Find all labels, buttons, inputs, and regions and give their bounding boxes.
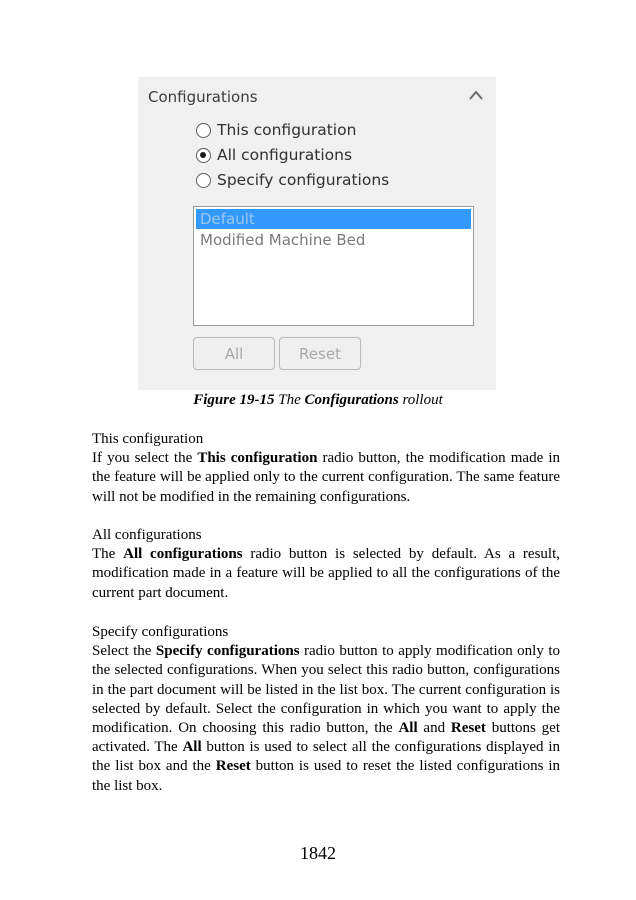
section-heading: This configuration <box>92 431 204 447</box>
text-run: buttons get activated. The <box>92 720 561 756</box>
configurations-listbox[interactable] <box>193 206 474 326</box>
bold-term: Reset <box>215 758 251 775</box>
text-run: The <box>92 546 124 563</box>
text-run: Select the <box>92 643 156 660</box>
radio-label: This configuration <box>217 121 357 139</box>
section-body <box>92 642 560 796</box>
section-heading: Specify configurations <box>92 624 229 640</box>
figure-label: Figure 19-15 <box>193 392 275 408</box>
bold-term: Reset <box>450 720 486 737</box>
radio-label: Specify configurations <box>217 171 390 189</box>
section-this-configuration <box>92 430 560 507</box>
bold-term: All <box>182 739 202 756</box>
text-run: radio button, the modification made in the feature will be applied only to the current configuration. The same feature will not be modified in the remaining configurations. <box>92 450 560 505</box>
caption-pre: The <box>274 392 305 408</box>
radio-this-configuration[interactable] <box>196 119 356 141</box>
text-run: button is used to select all the configurations displayed in the list box and the <box>92 739 560 775</box>
text-run: and <box>417 720 451 737</box>
section-specify-configurations <box>92 623 560 796</box>
figure-caption <box>0 392 636 409</box>
radio-circle <box>196 123 211 138</box>
radio-circle <box>196 148 211 163</box>
list-item-modified-machine-bed[interactable]: Modified Machine Bed <box>200 231 366 249</box>
section-all-configurations <box>92 526 560 603</box>
radio-circle <box>196 173 211 188</box>
radio-specify-configurations[interactable] <box>196 169 389 191</box>
bold-term: All configurations <box>123 546 243 563</box>
radio-all-configurations[interactable] <box>196 144 352 166</box>
page-number: 1842 <box>300 843 336 863</box>
text-run: radio button is selected by default. As a result, modification made in a feature will be applied to all the configurations of the current part document. <box>92 546 560 601</box>
configurations-rollout <box>138 77 496 390</box>
rollout-title: Configurations <box>148 88 258 106</box>
caption-bold: Configurations <box>304 392 399 408</box>
bold-term: Specify configurations <box>155 643 300 660</box>
all-button[interactable]: All <box>193 337 275 370</box>
bold-term: This configuration <box>197 450 318 467</box>
section-heading: All configurations <box>92 527 202 543</box>
reset-button[interactable]: Reset <box>279 337 361 370</box>
bold-term: All <box>398 720 418 737</box>
text-run: If you select the <box>92 450 198 467</box>
text-run: button is used to reset the listed configurations in the list box. <box>92 758 560 794</box>
text-run: radio button to apply modification only to the selected configurations. When you select this radio button, configurations in the part document will be listed in the list box. The current configuration is selected by default. Select the configuration in which you want to apply the modification. On choosing this radio button, the <box>92 643 560 737</box>
section-body <box>92 545 560 603</box>
chevron-up-icon[interactable] <box>468 89 484 101</box>
list-item-default[interactable]: Default <box>196 209 471 229</box>
caption-post: rollout <box>398 392 443 408</box>
section-body <box>92 449 560 507</box>
radio-label: All configurations <box>217 146 353 164</box>
